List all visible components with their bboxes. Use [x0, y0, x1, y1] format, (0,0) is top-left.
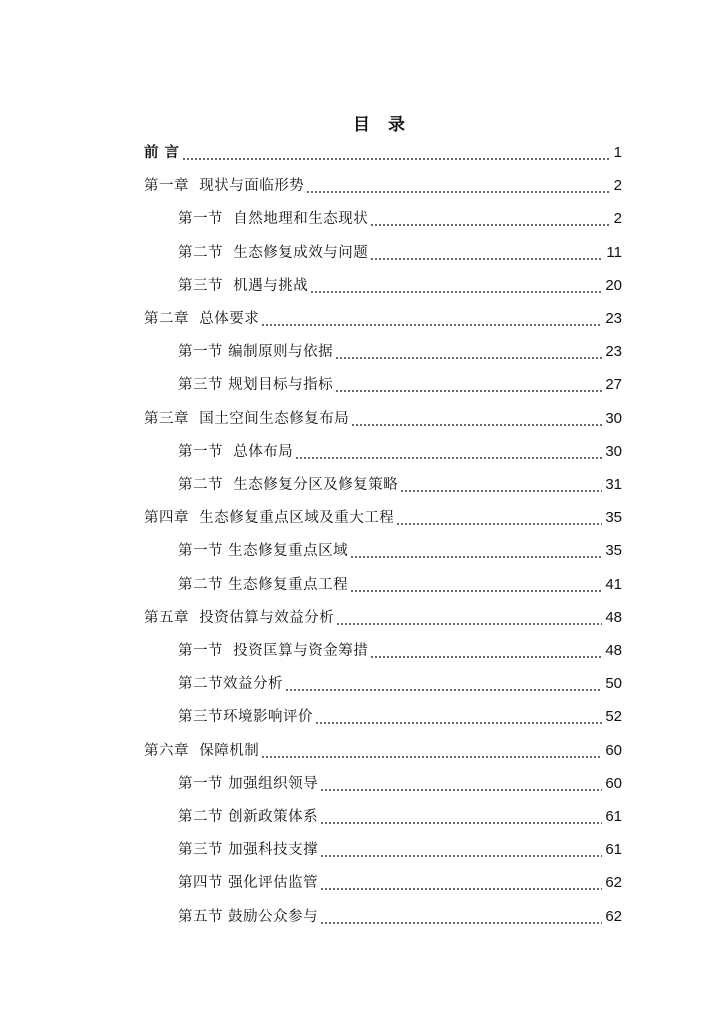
toc-entry-title: 前 言	[144, 145, 180, 161]
dot-leader	[310, 276, 602, 294]
toc-entry-page-number: 61	[605, 841, 622, 859]
toc-entry-page-number: 41	[605, 575, 622, 593]
toc-entry-title: 第三节 规划目标与指标	[178, 377, 334, 394]
toc-entry-title: 第一节 编制原则与依据	[178, 344, 334, 361]
dot-leader	[335, 375, 602, 393]
toc-entry-page-number: 27	[605, 376, 622, 394]
toc-entry-title: 第五节 鼓励公众参与	[178, 908, 319, 925]
toc-entry-title: 第三节 加强科技支撑	[178, 842, 319, 859]
toc-entry-title: 第三章 国土空间生态修复布局	[144, 410, 350, 427]
toc-entry-page-number: 23	[605, 343, 622, 361]
toc-entry-title: 第一节 生态修复重点区域	[178, 543, 349, 560]
toc-entry-section[interactable]	[178, 340, 622, 362]
toc-entry-section[interactable]	[178, 373, 622, 395]
toc-entry-title: 第一章 现状与面临形势	[144, 178, 305, 195]
toc-entry-title: 第二节 生态修复分区及修复策略	[178, 477, 399, 493]
toc-entry-chapter[interactable]	[144, 174, 622, 196]
toc-entry-page-number: 30	[605, 442, 622, 460]
dot-leader	[261, 309, 602, 327]
dot-leader	[336, 608, 602, 626]
toc-entry-page-number: 23	[605, 310, 622, 327]
toc-entry-section[interactable]	[178, 871, 622, 893]
dot-leader	[315, 707, 602, 725]
toc-entry-title: 第三节 机遇与挑战	[178, 277, 309, 294]
dot-leader	[350, 575, 602, 593]
dot-leader	[350, 541, 602, 559]
toc-entry-section[interactable]	[178, 573, 622, 595]
dot-leader	[335, 342, 602, 360]
toc-entry-page-number: 52	[605, 708, 622, 726]
dot-leader	[320, 840, 602, 858]
toc-entry-page-number: 20	[605, 276, 622, 294]
toc-entry-page-number: 2	[613, 177, 622, 195]
toc-entry-section[interactable]	[178, 207, 622, 229]
toc-entry-title: 第一节 自然地理和生态现状	[178, 211, 369, 228]
toc-entry-title: 第五章 投资估算与效益分析	[144, 609, 335, 626]
toc-entry-title: 第一节 总体布局	[178, 443, 294, 460]
toc-entry-page-number: 30	[605, 409, 622, 427]
toc-entry-chapter[interactable]	[144, 739, 622, 761]
toc-entry-title: 第三节环境影响评价	[178, 709, 313, 726]
toc-entry-page-number: 48	[605, 642, 622, 659]
toc-entry-title: 第二节效益分析	[178, 676, 283, 693]
toc-entry-chapter[interactable]	[144, 506, 622, 528]
toc-entry-page-number: 50	[605, 675, 622, 693]
toc-entry-title: 第六章 保障机制	[144, 742, 260, 759]
toc-title: 目 录	[353, 115, 411, 135]
toc-entry-page-number: 48	[605, 608, 622, 626]
toc-entry-chapter[interactable]	[144, 141, 622, 163]
toc-entry-page-number: 61	[605, 808, 622, 825]
toc-entry-page-number: 60	[605, 774, 622, 792]
dot-leader	[285, 674, 602, 692]
dot-leader	[320, 907, 602, 925]
toc-entry-section[interactable]	[178, 639, 622, 661]
dot-leader	[295, 442, 602, 460]
dot-leader	[261, 741, 602, 759]
toc-entry-chapter[interactable]	[144, 407, 622, 429]
toc-entry-page-number: 35	[605, 542, 622, 560]
toc-entry-page-number: 31	[605, 476, 622, 493]
toc-entry-section[interactable]	[178, 274, 622, 296]
dot-leader	[370, 209, 610, 227]
toc-entry-section[interactable]	[178, 672, 622, 694]
toc-entry-page-number: 11	[606, 243, 622, 261]
toc-entry-section[interactable]	[178, 539, 622, 561]
toc-entry-title: 第一节 加强组织领导	[178, 775, 319, 792]
toc-entry-page-number: 62	[605, 907, 622, 925]
dot-leader	[320, 774, 602, 792]
toc-entry-section[interactable]	[178, 905, 622, 927]
toc-entry-chapter[interactable]	[144, 606, 622, 628]
toc-entry-section[interactable]	[178, 838, 622, 860]
toc-entry-page-number: 62	[605, 874, 622, 892]
dot-leader	[370, 641, 602, 659]
toc-entry-title: 第二节 生态修复成效与问题	[178, 244, 369, 261]
toc-entry-page-number: 60	[605, 741, 622, 759]
dot-leader	[320, 807, 602, 825]
dot-leader	[182, 143, 611, 161]
dot-leader	[320, 873, 602, 891]
dot-leader	[351, 409, 602, 427]
toc-entry-chapter[interactable]	[144, 307, 622, 329]
dot-leader	[306, 176, 610, 194]
toc-entry-title: 第四章 生态修复重点区域及重大工程	[144, 510, 395, 527]
toc-entry-title: 第一节 投资匡算与资金筹措	[178, 643, 369, 659]
toc-entry-page-number: 35	[605, 509, 622, 527]
toc-entry-page-number: 1	[613, 144, 622, 161]
toc-entry-page-number: 2	[613, 210, 622, 228]
toc-entry-section[interactable]	[178, 440, 622, 462]
toc-entry-section[interactable]	[178, 772, 622, 794]
toc-entry-section[interactable]	[178, 473, 622, 495]
dot-leader	[400, 475, 602, 493]
toc-entry-title: 第四节 强化评估监管	[178, 875, 319, 892]
toc-entry-section[interactable]	[178, 805, 622, 827]
toc-entry-title: 第二节 创新政策体系	[178, 809, 319, 825]
dot-leader	[370, 243, 603, 261]
toc-entry-section[interactable]	[178, 705, 622, 727]
dot-leader	[396, 508, 602, 526]
toc-entry-title: 第二节 生态修复重点工程	[178, 576, 349, 593]
toc-entry-title: 第二章 总体要求	[144, 311, 260, 327]
toc-entry-section[interactable]	[178, 241, 622, 263]
